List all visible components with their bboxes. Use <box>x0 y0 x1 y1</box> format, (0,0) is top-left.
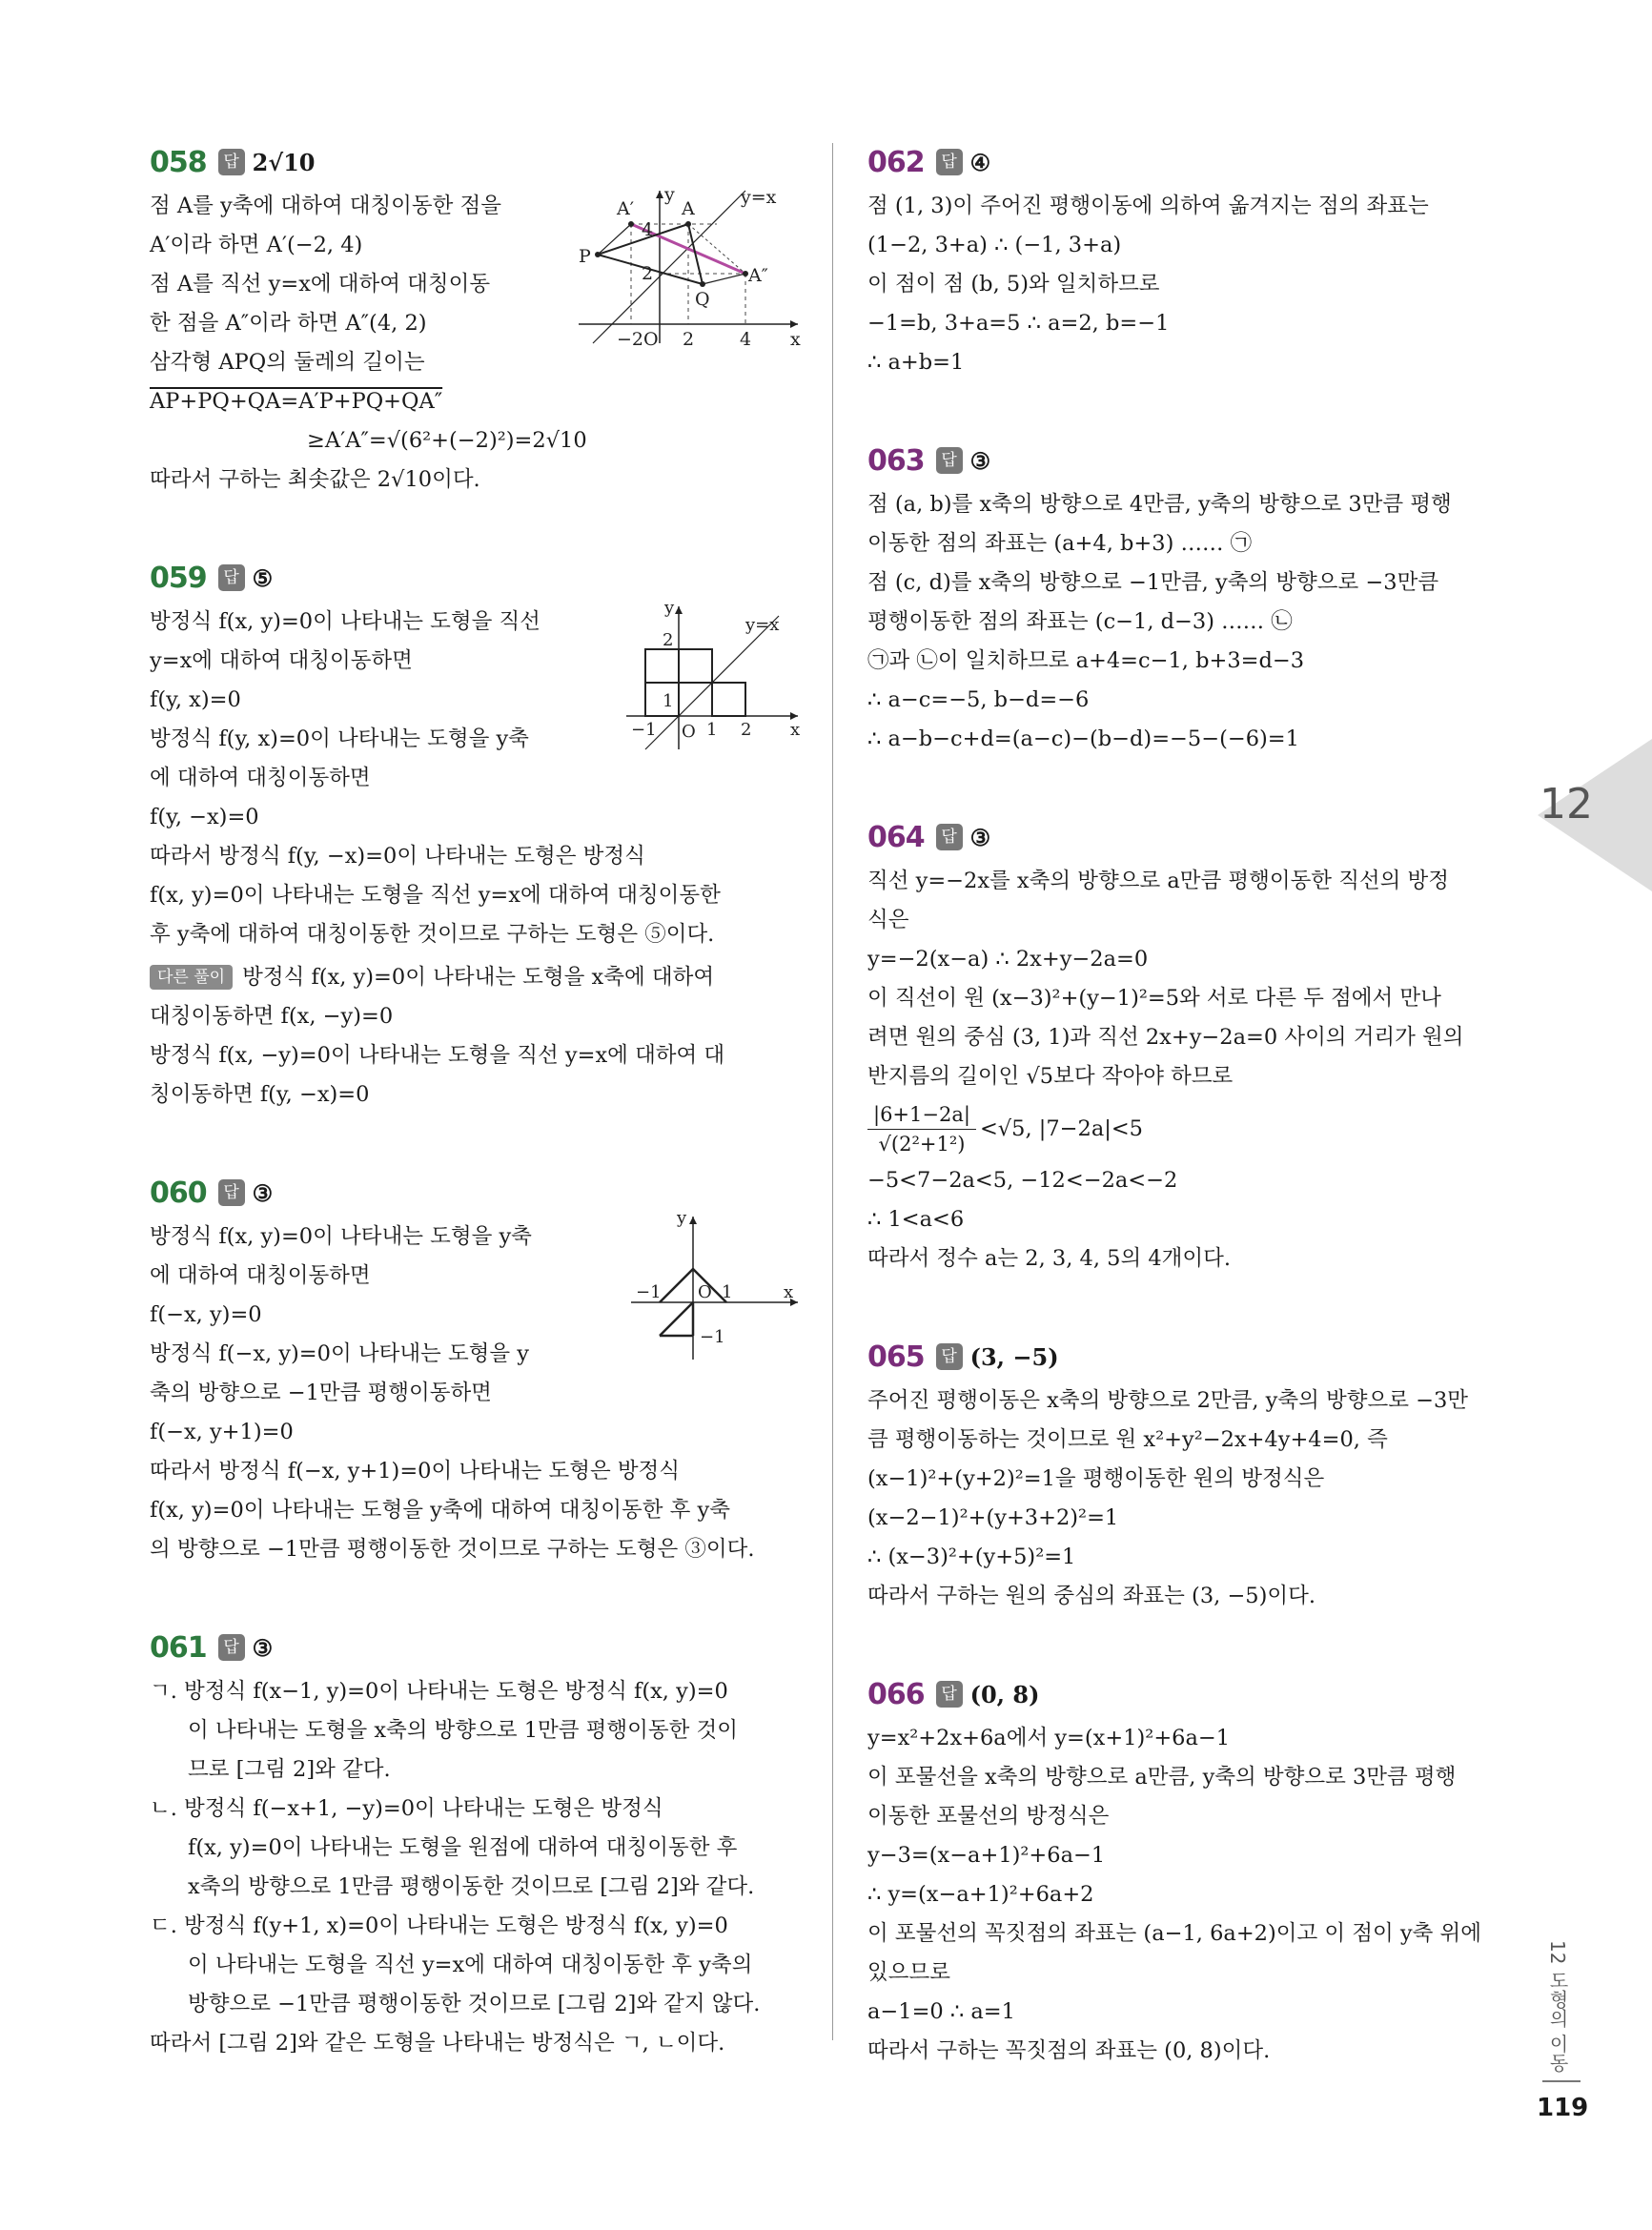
text-line: ≥A′A″=√(6²+(−2)²)=2√10 <box>307 428 587 453</box>
answer-badge: 답 <box>936 1681 963 1708</box>
problem-065 <box>867 1338 1516 1616</box>
answer: ③ <box>969 446 991 475</box>
text-line: −1=b, 3+a=5 ∴ a=2, b=−1 <box>867 311 1170 336</box>
tick-label: 2 <box>663 630 674 650</box>
text-line: 점 A를 y축에 대하여 대칭이동한 점을 <box>150 194 502 218</box>
problem-number: 061 <box>150 1630 207 1665</box>
point-label-q: Q <box>695 289 710 310</box>
text-line: 따라서 방정식 f(−x, y+1)=0이 나타내는 도형은 방정식 <box>150 1459 681 1483</box>
text-line: x축의 방향으로 1만큼 평행이동한 것이므로 [그림 2]와 같다. <box>188 1874 755 1899</box>
answer: ⑤ <box>252 563 274 592</box>
figure-060 <box>631 1212 803 1364</box>
tick-label: 4 <box>740 329 752 348</box>
text-line: A′이라 하면 A′(−2, 4) <box>150 233 363 257</box>
text-line: ㄱ. 방정식 f(x−1, y)=0이 나타내는 도형은 방정식 f(x, y)=0 <box>150 1679 728 1704</box>
text-line: 방정식 f(x, y)=0이 나타내는 도형을 y축 <box>150 1224 532 1249</box>
text-line: f(x, y)=0이 나타내는 도형을 직선 y=x에 대하여 대칭이동한 <box>150 883 721 908</box>
tick-label: 4 <box>642 219 654 240</box>
text-line: 따라서 정수 a는 2, 3, 4, 5의 4개이다. <box>867 1246 1232 1271</box>
problem-number: 058 <box>150 145 207 179</box>
answer-badge: 답 <box>936 824 963 850</box>
tick-label: 1 <box>706 720 718 740</box>
text-line: f(−x, y+1)=0 <box>150 1420 294 1444</box>
text-line: (x−1)²+(y+2)²=1을 평행이동한 원의 방정식은 <box>867 1466 1325 1491</box>
text-line: 큼 평행이동하는 것이므로 원 x²+y²−2x+4y+4=0, 즉 <box>867 1427 1388 1452</box>
problem-number: 064 <box>867 820 925 854</box>
text-line: 이 나타내는 도형을 x축의 방향으로 1만큼 평행이동한 것이 <box>188 1718 738 1743</box>
text-line: ∴ y=(x−a+1)²+6a+2 <box>867 1882 1094 1907</box>
answer: (0, 8) <box>969 1680 1040 1708</box>
text-line: 려면 원의 중심 (3, 1)과 직선 2x+y−2a=0 사이의 거리가 원의 <box>867 1025 1464 1050</box>
text-line: 직선 y=−2x를 x축의 방향으로 a만큼 평행이동한 직선의 방정 <box>867 869 1450 893</box>
answer-badge: 답 <box>218 149 245 175</box>
tick-label: −2 <box>617 329 644 348</box>
axis-label-x: x <box>784 1282 794 1302</box>
right-column <box>867 143 1516 2130</box>
text-line: 식은 <box>867 908 909 932</box>
point-label-a-prime: A′ <box>617 198 635 219</box>
origin-label: O <box>682 722 696 742</box>
tick-label: 1 <box>722 1282 733 1302</box>
problem-063 <box>867 441 1516 759</box>
text-line: 후 y축에 대하여 대칭이동한 것이므로 구하는 도형은 ⑤이다. <box>150 922 715 947</box>
text-line: −5<7−2a<5, −12<−2a<−2 <box>867 1168 1178 1193</box>
text-line: 점 (c, d)를 x축의 방향으로 −1만큼, y축의 방향으로 −3만큼 <box>867 570 1439 595</box>
problem-number: 060 <box>150 1176 207 1210</box>
point-label-a-double-prime: A″ <box>748 265 768 286</box>
text-line: 에 대하여 대칭이동하면 <box>150 1263 371 1288</box>
tick-label: −1 <box>631 720 657 740</box>
point-label-a: A <box>682 198 695 219</box>
problem-number: 063 <box>867 443 925 478</box>
text-line: 이 포물선을 x축의 방향으로 a만큼, y축의 방향으로 3만큼 평행 <box>867 1765 1457 1790</box>
text-line: 방향으로 −1만큼 평행이동한 것이므로 [그림 2]와 같지 않다. <box>188 1992 761 2016</box>
tick-label: 2 <box>683 329 695 348</box>
alt-solution-tag: 다른 풀이 <box>150 965 233 990</box>
text-line: y=x에 대하여 대칭이동하면 <box>150 648 413 673</box>
page-number-rule <box>1542 2080 1581 2082</box>
problem-058 <box>150 143 801 500</box>
column-divider <box>832 143 833 2040</box>
axis-label-x: x <box>790 329 801 348</box>
answer-badge: 답 <box>936 1343 963 1370</box>
problem-061 <box>150 1628 798 2063</box>
text-line: 방정식 f(x, −y)=0이 나타내는 도형을 직선 y=x에 대하여 대 <box>150 1043 725 1068</box>
problem-number: 059 <box>150 561 207 595</box>
text-line: 점 A를 직선 y=x에 대하여 대칭이동 <box>150 272 491 297</box>
text-line: y=x²+2x+6a에서 y=(x+1)²+6a−1 <box>867 1726 1231 1750</box>
figure-059 <box>626 602 807 754</box>
answer: ③ <box>252 1178 274 1207</box>
problem-059 <box>150 559 801 1115</box>
fraction <box>867 1100 976 1158</box>
text-line: 므로 [그림 2]와 같다. <box>188 1757 391 1782</box>
text-line: 따라서 구하는 최솟값은 2√10이다. <box>150 467 480 492</box>
axis-label-y: y <box>664 186 675 205</box>
text-line: 한 점을 A″이라 하면 A″(4, 2) <box>150 311 427 336</box>
tick-label: −1 <box>636 1282 662 1302</box>
text-line: ∴ a−b−c+d=(a−c)−(b−d)=−5−(−6)=1 <box>867 726 1299 751</box>
alt-text: 방정식 f(x, y)=0이 나타내는 도형을 x축에 대하여 <box>242 965 715 990</box>
axis-label-y: y <box>664 602 675 618</box>
text-line: 의 방향으로 −1만큼 평행이동한 것이므로 구하는 도형은 ③이다. <box>150 1537 755 1562</box>
answer: 2√10 <box>252 148 316 176</box>
origin-label: O <box>698 1282 712 1302</box>
text-line: 따라서 구하는 원의 중심의 좌표는 (3, −5)이다. <box>867 1584 1316 1608</box>
text-line: f(y, x)=0 <box>150 687 241 712</box>
answer-badge: 답 <box>218 1179 245 1206</box>
text-line: ㄷ. 방정식 f(y+1, x)=0이 나타내는 도형은 방정식 f(x, y)=0 <box>150 1913 728 1938</box>
problem-064 <box>867 818 1516 1279</box>
text-line: 반지름의 길이인 √5보다 작아야 하므로 <box>867 1064 1234 1089</box>
text-line: f(x, y)=0이 나타내는 도형을 원점에 대하여 대칭이동한 후 <box>188 1835 738 1860</box>
text-line: 칭이동하면 f(y, −x)=0 <box>150 1082 370 1107</box>
alt-solution-line <box>150 958 798 997</box>
text-line: 방정식 f(y, x)=0이 나타내는 도형을 y축 <box>150 726 529 751</box>
text-line: (x−2−1)²+(y+3+2)²=1 <box>867 1505 1119 1530</box>
text-line: ∴ (x−3)²+(y+5)²=1 <box>867 1545 1076 1569</box>
text-line: 이 나타내는 도형을 직선 y=x에 대하여 대칭이동한 후 y축의 <box>188 1953 753 1977</box>
text-line: f(y, −x)=0 <box>150 805 259 829</box>
point-label-p: P <box>579 246 591 267</box>
problem-062 <box>867 143 1516 382</box>
problem-number: 062 <box>867 145 925 179</box>
text-line: y=−2(x−a) ∴ 2x+y−2a=0 <box>867 947 1149 972</box>
fraction-rest: <√5, |7−2a|<5 <box>979 1116 1143 1141</box>
problem-060 <box>150 1174 798 1569</box>
text-line: a−1=0 ∴ a=1 <box>867 1999 1015 2024</box>
text-line: (1−2, 3+a) ∴ (−1, 3+a) <box>867 233 1122 257</box>
axis-label-x: x <box>790 720 801 740</box>
text-line: 따라서 [그림 2]와 같은 도형을 나타내는 방정식은 ㄱ, ㄴ이다. <box>150 2031 725 2056</box>
line-label-yx: y=x <box>745 615 780 635</box>
chapter-title: 12 도형의 이동 <box>1546 1940 1569 2073</box>
left-column <box>150 143 801 2122</box>
text-line: y−3=(x−a+1)²+6a−1 <box>867 1843 1106 1868</box>
axis-label-y: y <box>677 1212 687 1228</box>
chapter-tab-number: 12 <box>1540 780 1593 829</box>
fraction-numerator: |6+1−2a| <box>867 1100 976 1130</box>
answer-badge: 답 <box>218 1634 245 1661</box>
text-line: 따라서 방정식 f(y, −x)=0이 나타내는 도형은 방정식 <box>150 844 645 869</box>
text-line: 평행이동한 점의 좌표는 (c−1, d−3) …… ㉡ <box>867 609 1293 634</box>
page-number: 119 <box>1537 2094 1589 2122</box>
text-line: f(−x, y)=0 <box>150 1302 262 1327</box>
problem-number: 066 <box>867 1677 925 1711</box>
answer: ③ <box>252 1633 274 1662</box>
text-line: 에 대하여 대칭이동하면 <box>150 766 371 790</box>
tick-label: 1 <box>663 691 674 711</box>
text-line: 이 직선이 원 (x−3)²+(y−1)²=5와 서로 다른 두 점에서 만나 <box>867 986 1441 1011</box>
text-line: 삼각형 APQ의 둘레의 길이는 <box>150 350 425 375</box>
text-line: 이동한 포물선의 방정식은 <box>867 1804 1110 1829</box>
answer-badge: 답 <box>936 149 963 175</box>
answer: (3, −5) <box>969 1342 1059 1371</box>
origin-label: O <box>643 329 659 348</box>
text-line: 축의 방향으로 −1만큼 평행이동하면 <box>150 1381 492 1405</box>
line-label-yx: y=x <box>741 187 777 208</box>
answer-badge: 답 <box>218 564 245 591</box>
answer-badge: 답 <box>936 447 963 474</box>
text-line: 있으므로 <box>867 1960 950 1985</box>
text-line: ㄴ. 방정식 f(−x+1, −y)=0이 나타내는 도형은 방정식 <box>150 1796 663 1821</box>
text-line: ㉠과 ㉡이 일치하므로 a+4=c−1, b+3=d−3 <box>867 648 1305 673</box>
text-line: 이동한 점의 좌표는 (a+4, b+3) …… ㉠ <box>867 531 1253 556</box>
text-line: 방정식 f(−x, y)=0이 나타내는 도형을 y <box>150 1341 530 1366</box>
text-line: ∴ 1<a<6 <box>867 1207 965 1232</box>
text-line: 따라서 구하는 꼭짓점의 좌표는 (0, 8)이다. <box>867 2038 1271 2063</box>
tick-label: 2 <box>741 720 752 740</box>
text-line: 이 점이 점 (b, 5)와 일치하므로 <box>867 272 1160 297</box>
text-line: 이 포물선의 꼭짓점의 좌표는 (a−1, 6a+2)이고 이 점이 y축 위에 <box>867 1921 1481 1946</box>
text-line: f(x, y)=0이 나타내는 도형을 y축에 대하여 대칭이동한 후 y축 <box>150 1498 730 1523</box>
fraction-line <box>867 1096 1516 1161</box>
text-line: ∴ a−c=−5, b−d=−6 <box>867 687 1090 712</box>
text-line: 방정식 f(x, y)=0이 나타내는 도형을 직선 <box>150 609 540 634</box>
problem-number: 065 <box>867 1340 925 1374</box>
text-line: 주어진 평행이동은 x축의 방향으로 2만큼, y축의 방향으로 −3만 <box>867 1388 1469 1413</box>
fraction-denominator: √(2²+1²) <box>878 1132 966 1156</box>
text-line: ∴ a+b=1 <box>867 350 965 375</box>
tick-label: −1 <box>700 1327 725 1347</box>
tick-label: 2 <box>642 263 654 284</box>
problem-066 <box>867 1675 1516 2071</box>
figure-058 <box>579 186 807 348</box>
answer: ③ <box>969 823 991 851</box>
text-line: AP+PQ+QA=A′P+PQ+QA″ <box>150 389 443 414</box>
text-line: 점 (1, 3)이 주어진 평행이동에 의하여 옮겨지는 점의 좌표는 <box>867 194 1429 218</box>
answer: ④ <box>969 148 991 176</box>
text-line: 점 (a, b)를 x축의 방향으로 4만큼, y축의 방향으로 3만큼 평행 <box>867 492 1452 517</box>
text-line: 대칭이동하면 f(x, −y)=0 <box>150 1004 394 1029</box>
